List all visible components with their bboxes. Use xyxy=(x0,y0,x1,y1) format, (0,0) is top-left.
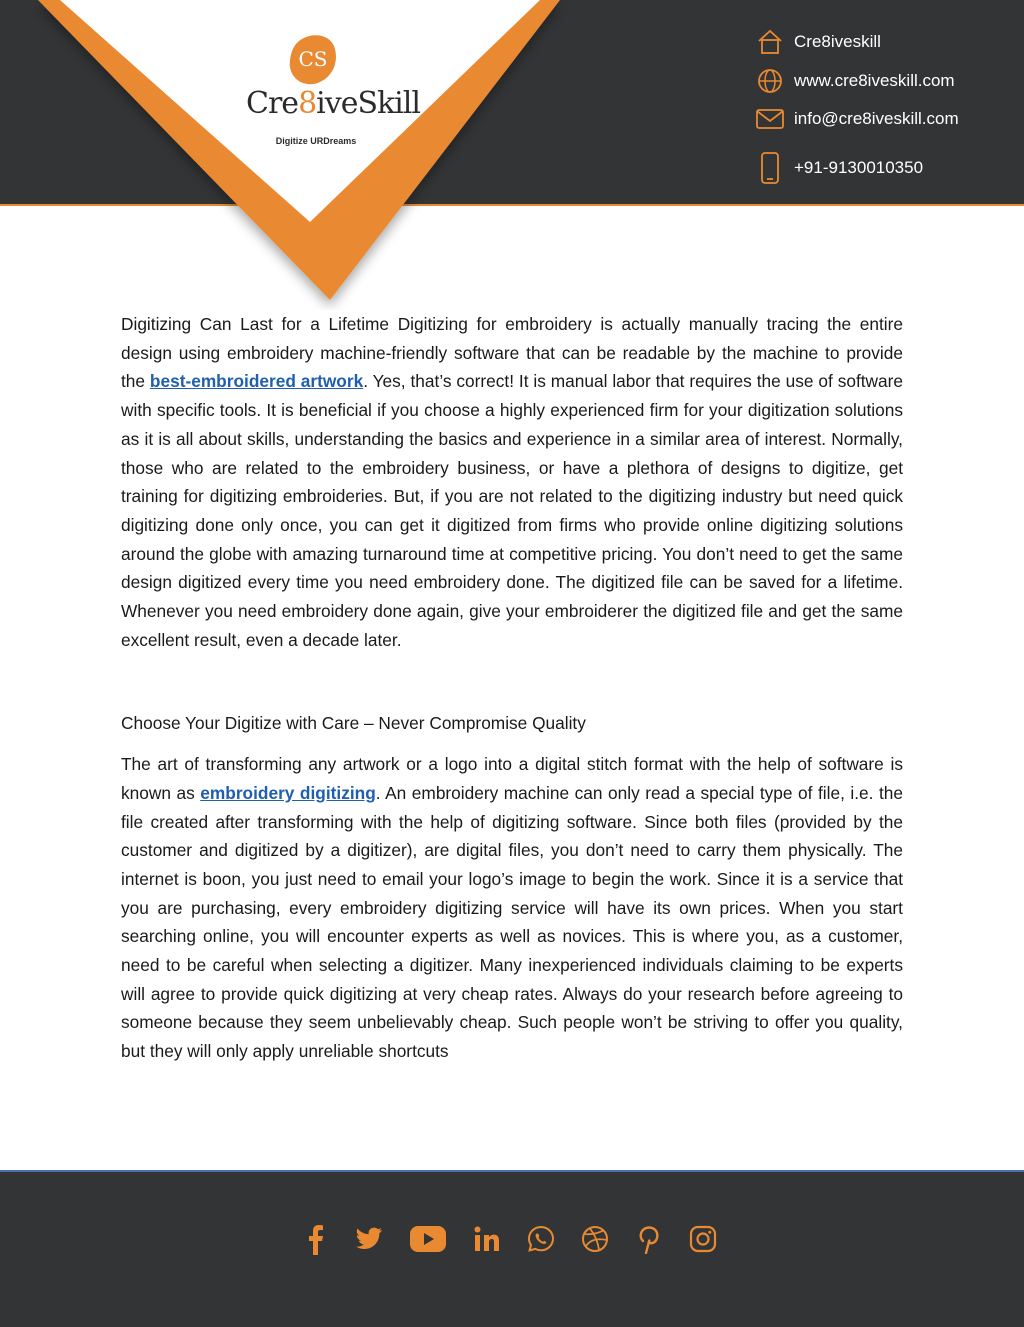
contact-email[interactable] xyxy=(754,104,959,134)
brand-tagline: Digitize URDreams xyxy=(275,136,357,146)
globe-icon xyxy=(754,66,786,96)
brand-name-part3: iveSkill xyxy=(316,86,420,121)
logo-mark-icon xyxy=(288,34,338,86)
section-heading: Choose Your Digitize with Care – Never Compromise Quality xyxy=(121,713,586,734)
brand-name-part1: Cre xyxy=(246,86,299,121)
mail-icon xyxy=(754,104,786,134)
paragraph-2-text-end: . An embroidery machine can only read a special type of file, i.e. the file created after transforming with the help of digitizing software. Since both files (provided by the customer and digitized by a digitizer), are digital files, you don’t need to carry them physically. The internet is boon, you just need to email your logo’s image to begin the work. Since it is a service that you are purchasing, every embroidery digitizing service will have its own prices. When you start searching online, you will encounter experts as well as novices. This is where you, as a customer, need to be careful when selecting a digitizer. Many inexperienced individuals claiming to be experts will agree to provide quick digitizing at very cheap rates. Always do your research before agreeing to someone because they seem unbelievably cheap. Such people won’t be striving to offer you quality, but they will only apply unreliable shortcuts xyxy=(121,782,904,1062)
home-icon xyxy=(754,27,786,57)
facebook-icon[interactable] xyxy=(300,1222,330,1256)
twitter-icon[interactable] xyxy=(354,1222,384,1256)
contact-website-text[interactable]: www.cre8iveskill.com xyxy=(794,71,955,90)
pinterest-icon[interactable] xyxy=(634,1222,664,1256)
contact-phone[interactable] xyxy=(754,153,923,183)
paragraph-1-text-end: . Yes, that’s correct! It is manual labor that requires the use of software with specific tools. It is beneficial if you choose a highly experienced firm for your digitization solutions as it is all about skills, understanding the basics and experience in a similar area of interest. Normally, those who are related to the embroidery business, or have a plethora of designs to digitize, get training for digitizing embroideries. But, if you are not related to the digitizing industry but need quick digitizing done only once, you can get it digitized from firms who provide online digitizing solutions around the globe with amazing turnaround time at competitive pricing. You don’t need to get the same design digitized every time you need embroidery done. The digitized file can be saved for a lifetime. Whenever you need embroidery done again, give your embroiderer the digitized file and get the same excellent result, even a decade later. xyxy=(121,371,903,650)
embroidery-digitizing-link[interactable]: embroidery digitizing xyxy=(200,782,376,803)
social-links xyxy=(300,1222,742,1256)
contact-company-text: Cre8iveskill xyxy=(794,32,881,51)
linkedin-icon[interactable] xyxy=(472,1222,502,1256)
footer-bar xyxy=(0,1170,1024,1327)
phone-icon xyxy=(754,153,786,183)
whatsapp-icon[interactable] xyxy=(526,1222,556,1256)
contact-email-text[interactable]: info@cre8iveskill.com xyxy=(794,109,959,128)
document-body xyxy=(121,310,903,1066)
brand-wordmark xyxy=(246,86,420,121)
paragraph-1 xyxy=(121,310,903,654)
brand-name-part2: 8 xyxy=(298,86,317,121)
contact-phone-text[interactable]: +91-9130010350 xyxy=(794,158,924,177)
best-embroidered-artwork-link[interactable]: best-embroidered artwork xyxy=(149,371,364,392)
paragraph-2 xyxy=(121,750,903,1066)
logo-initials: CS xyxy=(298,47,328,71)
paragraph-2-text-start: The art of transforming any artwork or a logo into a digital stitch format with the help of software is known as xyxy=(121,754,903,803)
youtube-icon[interactable] xyxy=(408,1222,448,1256)
brand-logo[interactable] xyxy=(240,34,420,154)
contact-website[interactable] xyxy=(754,66,955,96)
instagram-icon[interactable] xyxy=(688,1222,718,1256)
dribbble-icon[interactable] xyxy=(580,1222,610,1256)
paragraph-1-text-start: Digitizing Can Last for a Lifetime Digitizing for embroidery is actually manually tracing the entire design using embroidery machine-friendly software that can be readable by the machine to provide the xyxy=(121,314,903,392)
contact-company xyxy=(754,27,881,57)
